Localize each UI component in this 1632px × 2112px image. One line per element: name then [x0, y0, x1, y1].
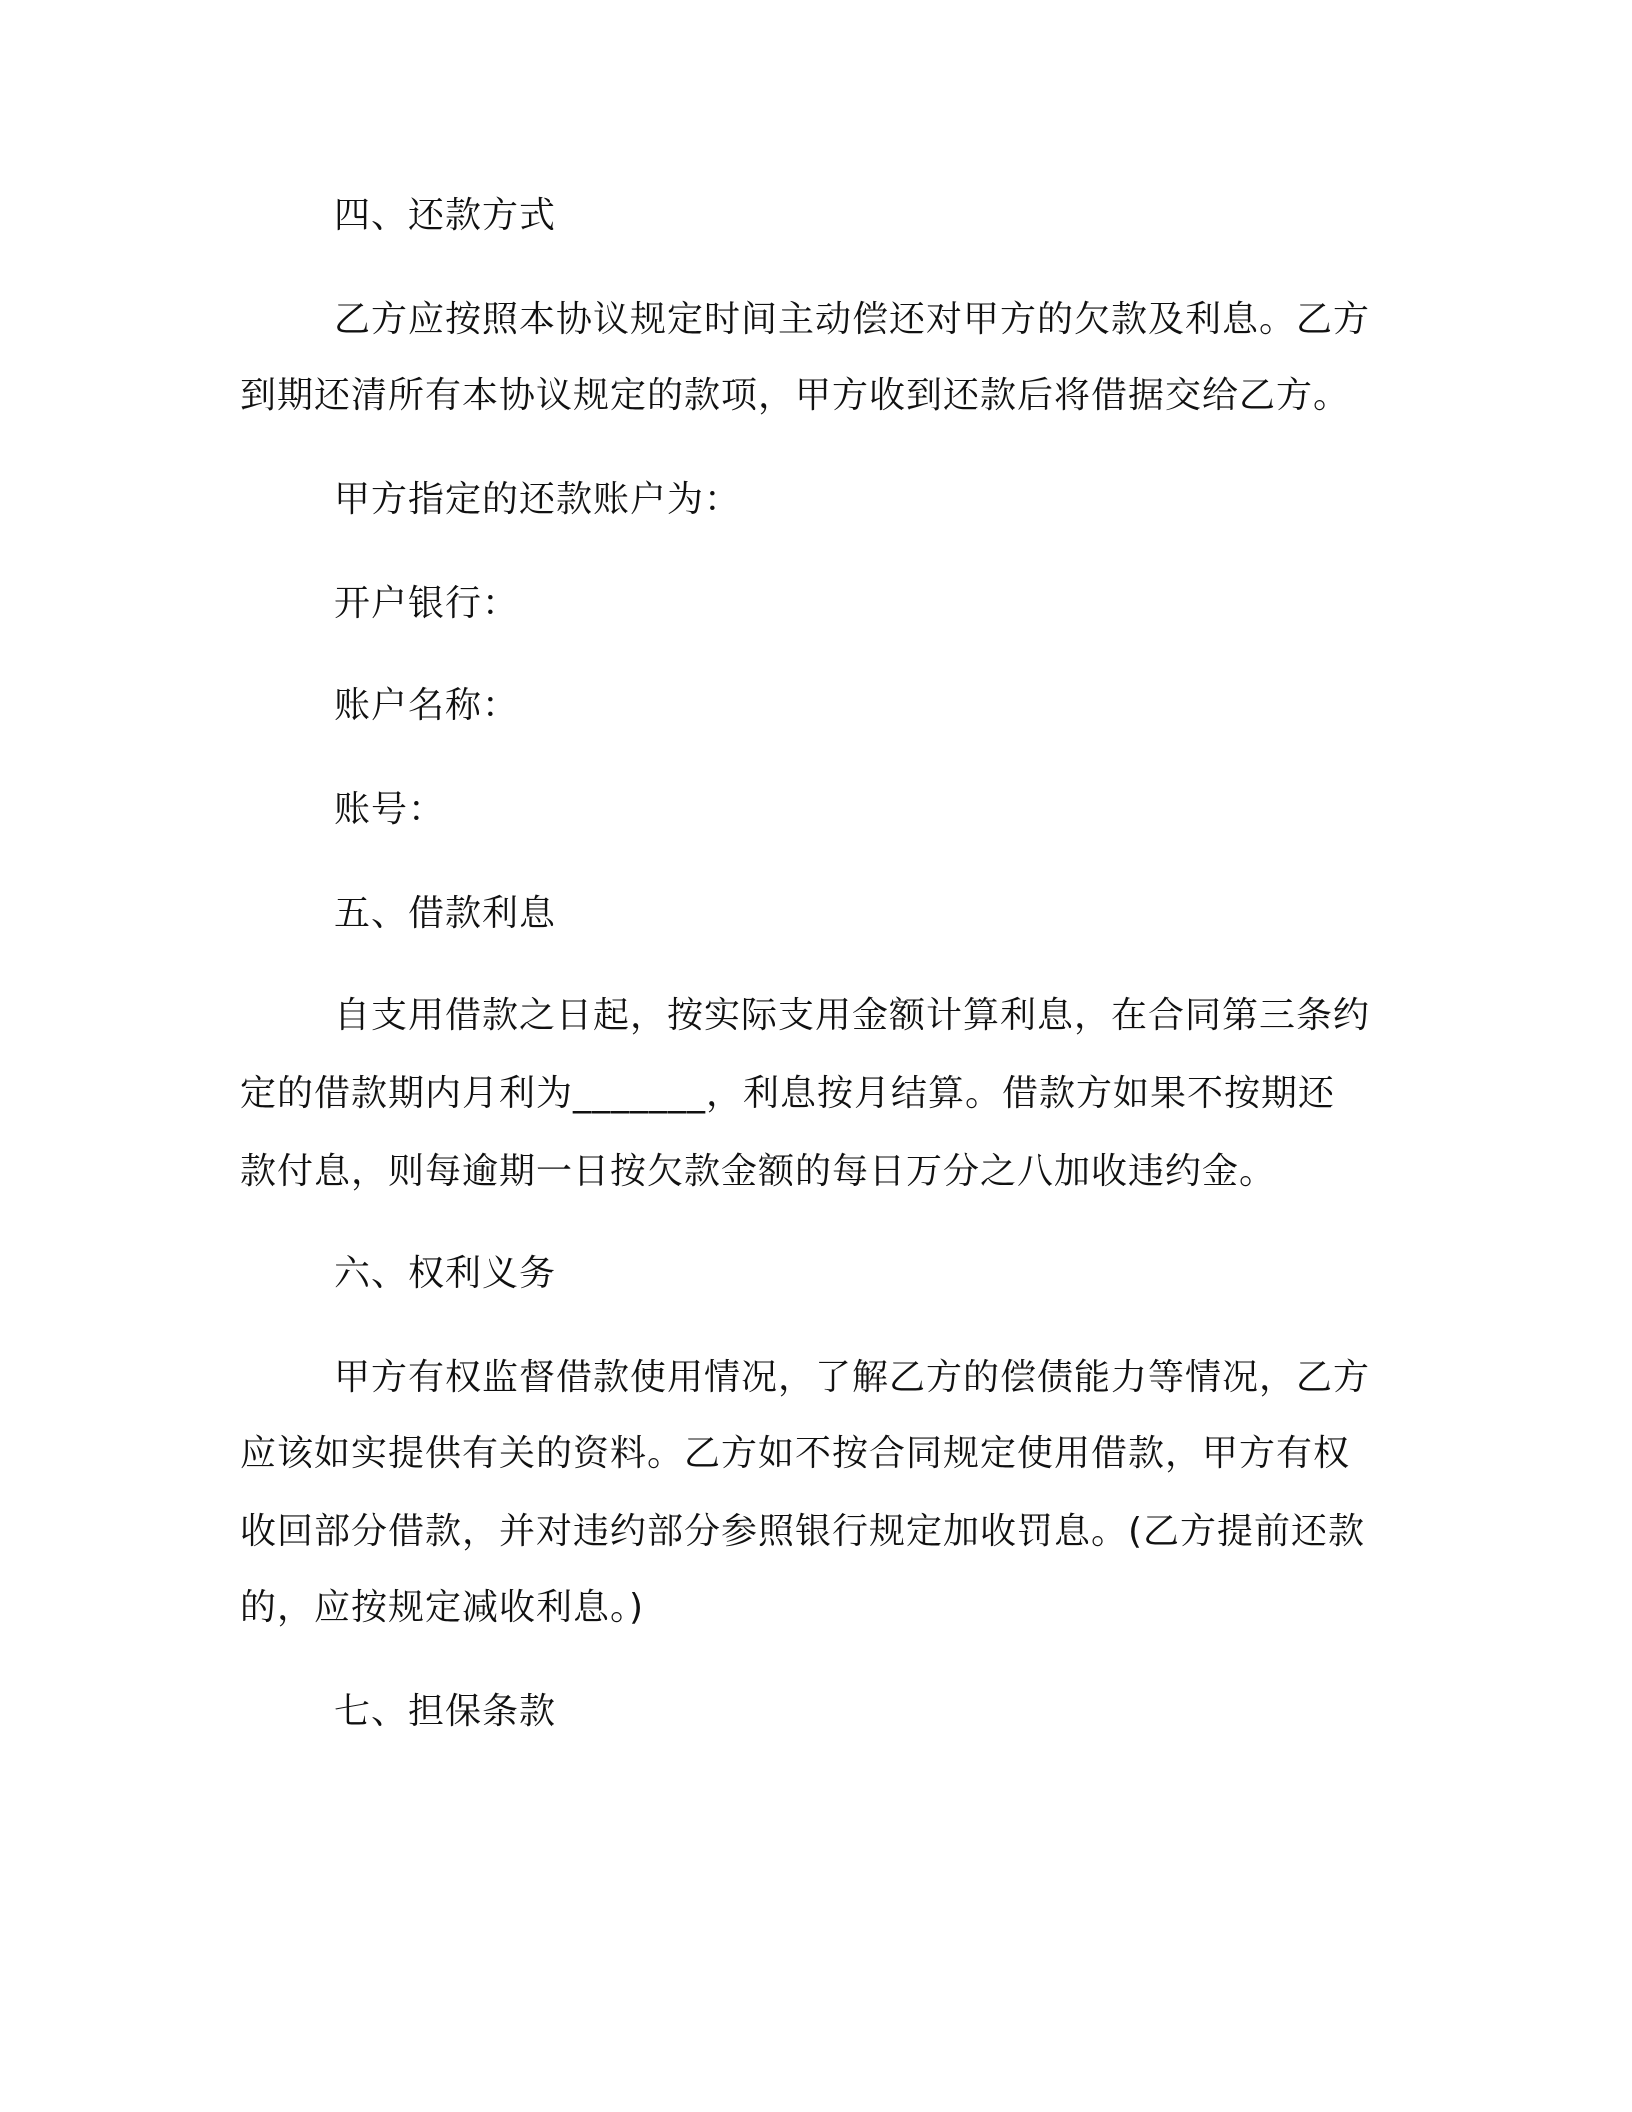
- section-7-heading: 七、担保条款: [334, 1691, 557, 1732]
- account-number-label: 账号：: [334, 789, 446, 830]
- section-6-paragraph-line-4: 的，应按规定减收利息。): [240, 1587, 645, 1628]
- account-name-label: 账户名称：: [334, 685, 520, 726]
- section-5-paragraph-line-3: 款付息，则每逾期一日按欠款金额的每日万分之八加收违约金。: [240, 1151, 1277, 1192]
- section-5-paragraph-line-1: 自支用借款之日起，按实际支用金额计算利息，在合同第三条约: [334, 995, 1371, 1036]
- bank-label: 开户银行：: [334, 583, 520, 624]
- section-4-heading: 四、还款方式: [334, 195, 557, 236]
- section-5-paragraph-line-2: 定的借款期内月利为_______，利息按月结算。借款方如果不按期还: [240, 1073, 1336, 1114]
- section-4-paragraph-line-2: 到期还清所有本协议规定的款项，甲方收到还款后将借据交给乙方。: [240, 375, 1351, 416]
- section-6-heading: 六、权利义务: [334, 1253, 557, 1294]
- section-5-heading: 五、借款利息: [334, 893, 557, 934]
- repayment-account-intro: 甲方指定的还款账户为：: [334, 479, 742, 520]
- section-6-paragraph-line-3: 收回部分借款，并对违约部分参照银行规定加收罚息。(乙方提前还款: [240, 1511, 1366, 1552]
- section-4-paragraph-line-1: 乙方应按照本协议规定时间主动偿还对甲方的欠款及利息。乙方: [334, 299, 1371, 340]
- section-6-paragraph-line-1: 甲方有权监督借款使用情况，了解乙方的偿债能力等情况，乙方: [334, 1357, 1371, 1398]
- section-6-paragraph-line-2: 应该如实提供有关的资料。乙方如不按合同规定使用借款，甲方有权: [240, 1433, 1351, 1474]
